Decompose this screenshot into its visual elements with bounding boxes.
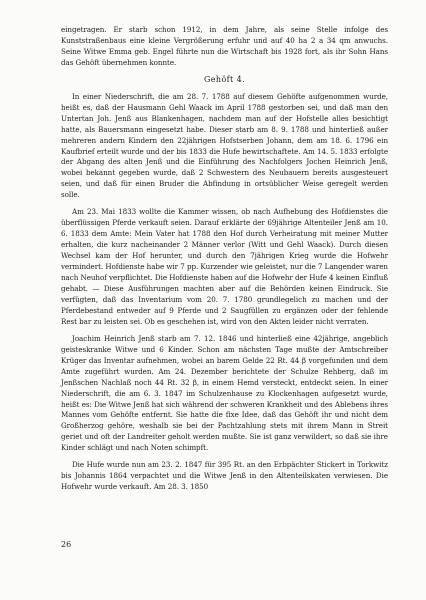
paragraph-4: Die Hufe wurde nun am 23. 2. 1847 für 395 Rt. an den Erbpächter Stickert in Torkwitz bis Johannis 1864 verpachtet und die Witwe Jenß in den Altenteilskaten verwiesen. Die Hofwehr wurde verkauft. Am 28. 3. 1850 bbox=[61, 460, 388, 492]
page-number: 26 bbox=[61, 540, 72, 549]
paragraph-3: Joachim Heinrich Jenß starb am 7. 12. 1846 und hinterließ eine 42jährige, angeblich geisteskranke Witwe und 6 Kinder. Schon am nächsten Tage mußte der Amtschreiber Krüger das Inventar aufnehmen, wobei an barem Gelde 22 Rt. 44 β vorgefunden und dem Amte zugeführt wurden. Am 24. Dezember berichtete der Schulze Rehberg, daß im Jenßschen Nachlaß noch 44 Rt. 32 β, in einem Hemd versteckt, entdeckt seien. In einer Niederschrift, die am 6. 3. 1847 im Schulzenhause zu Klockenhagen aufgesetzt wurde, heißt es: Die Witwe Jenß hat sich während der schweren Krankheit und des Ablebens ihres Mannes vom Gehöfte entfernt. Sie hatte die fixe Idee, daß das Gehöft ihr und nicht dem Großherzog gehöre, weshalb sie bei der Pachtzahlung stets mit ihrem Mann in Streit geriet und oft der Landreiter geholt werden mußte. Sie ist ganz verwildert, so daß sie ihre Kinder schlägt und nach Noten schimpft. bbox=[61, 333, 388, 453]
body-text bbox=[61, 25, 388, 493]
section-heading: Gehöft 4. bbox=[203, 74, 246, 84]
paragraph-1: In einer Niederschrift, die am 28. 7. 1788 auf diesem Gehöfte aufgenommen wurde, heißt es, daß der Hausmann Gehl Waack im April 1788 gestorben sei, und daß man den Untertan Joh. Jenß aus Blankenhagen, nachdem man auf der Hofstelle alles besichtigt hatte, als Bauersmann eingesetzt habe. Dieser starb am 8. 9. 1788 und hinterließ außer mehreren andern Kindern den 22jährigen Hofstserben Johann, dem am 18. 6. 1796 ein Kaufbrief erteilt wurde und der bis 1833 die Hufe bewirtschaftete. Am 14. 5. 1833 erfolgte der Abgang des alten Jenß und die Einführung des Nachfolgers Jochen Heinrich Jenß, wobei bekannt gegeben wurde, daß 2 Schwestern des Neubauern bereits ausgesteuert seien, und daß für einen Bruder die Abfindung in ortsüblicher Weise geregelt werden solle. bbox=[61, 91, 388, 200]
paragraph-2: Am 23. Mai 1833 wollte die Kammer wissen, ob nach Aufhebung des Hofdienstes die überflüssigen Pferde verkauft seien. Darauf erklärte der 69jährige Altenteiler Jenß am 10. 6. 1833 dem Amte: Mein Vater hat 1788 den Hof durch Verheiratung mit meiner Mutter erhalten, die kurz nacheinander 2 Männer verlor (Witt und Gehl Waack). Durch diesen Wechsel kam der Hof herunter, und durch den 7jährigen Krieg wurde die Hofwehr vermindert. Hofdienste habe wir 7 pp. Kurzender wie geleistet, nur die 7 Langender waren nach Neuhof verpflichtet. Die Hofdienste haben auf die Hofwehr der Hufe 4 keinen Einfluß gehabt. — Diese Ausführungen machten aber auf die Behörden keinen Eindruck. Sie verfügten, daß das Inventarium vom 20. 7. 1780 grundlegelich zu machen und der Pferdebestand entweder auf 9 Pferde und 2 Saugfüllen zu ergänzen oder der fehlende Rest bar zu leisten sei. Ob es geschehen ist, wird von den Akten leider nicht verraten. bbox=[61, 207, 388, 326]
intro-paragraph: eingetragen. Er starb schon 1912, in dem Jahre, als seine Stelle infolge des Kunststraßenbaus eine kleine Vergrößerung erfuhr und auf 40 ha 2 a 34 qm anwuchs. Seine Witwe Emma geb. Engel führte nun die Wirtschaft bis 1928 fort, als ihr Sohn Hans das Gehöft übernehmen konnte. bbox=[61, 25, 388, 67]
